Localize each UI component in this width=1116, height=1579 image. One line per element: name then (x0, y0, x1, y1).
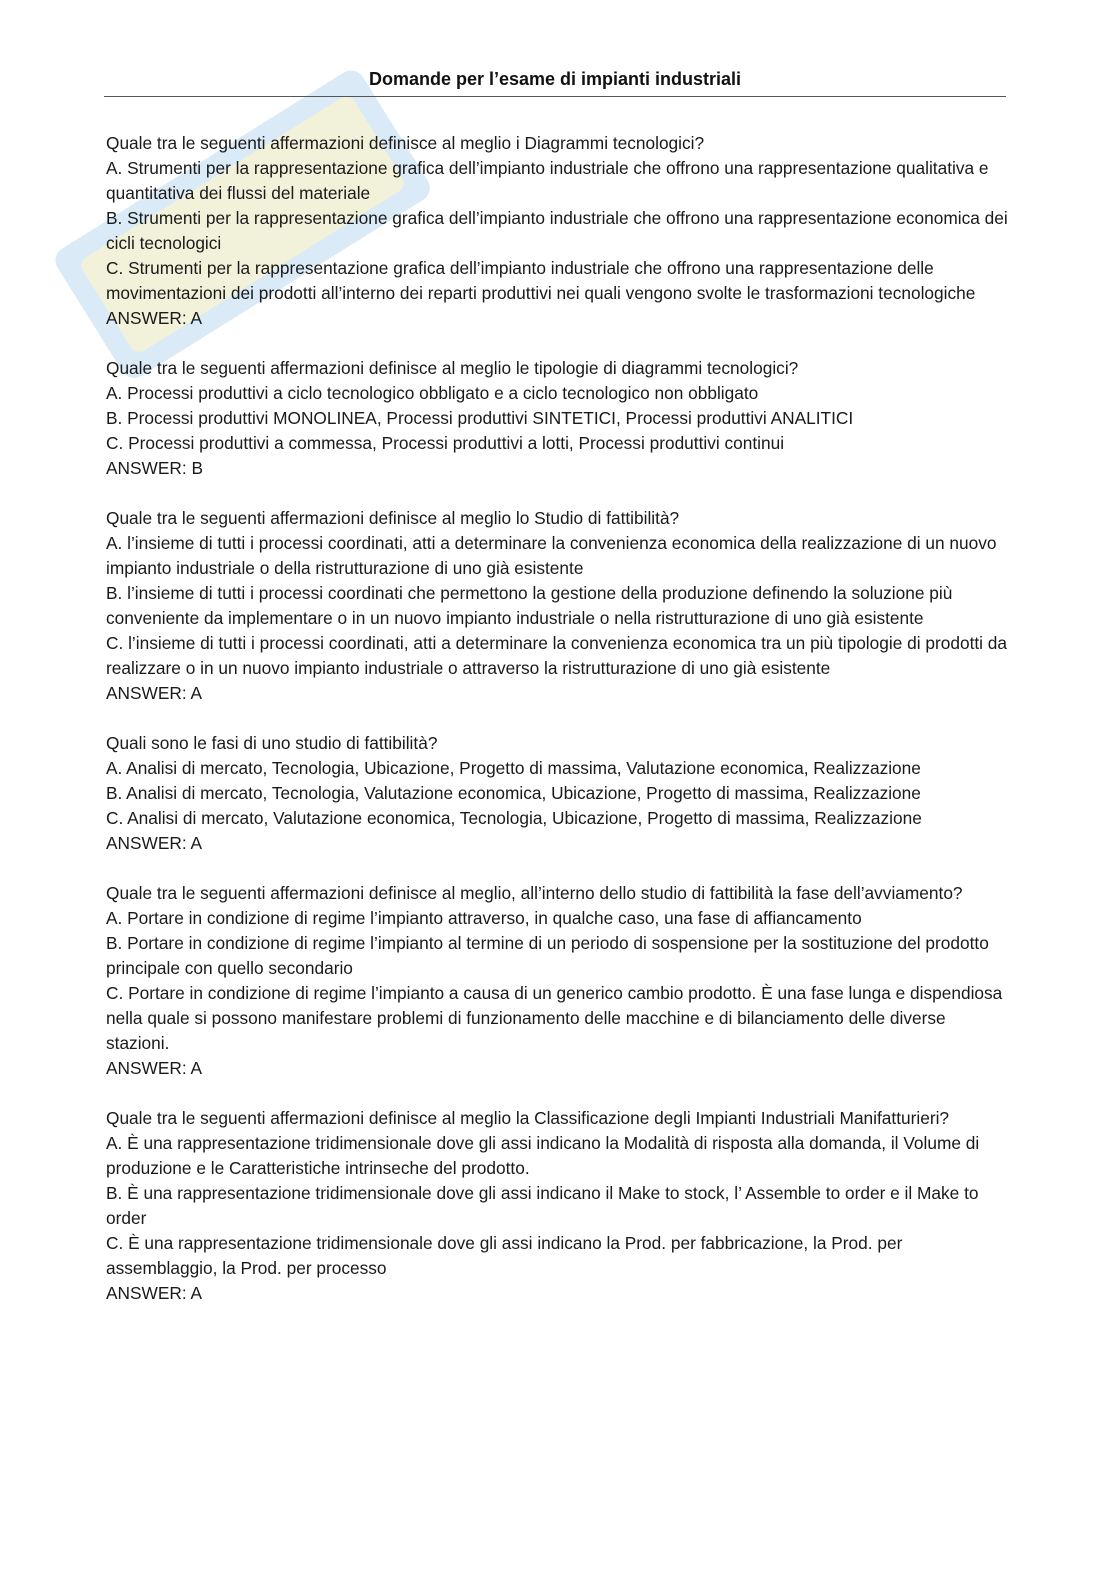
question-block (106, 506, 1011, 706)
option-c: C. Portare in condizione di regime l’impianto a causa di un generico cambio prodotto. È una fase lunga e dispendiosa nella quale si possono manifestare problemi di funzionamento delle macchine e di bilanciamento delle diverse stazioni. (106, 983, 1003, 1053)
answer-text: ANSWER: A (106, 308, 203, 328)
answer-text: ANSWER: A (106, 1283, 203, 1303)
option-a: A. l’insieme di tutti i processi coordinati, atti a determinare la convenienza economica della realizzazione di un nuovo impianto industriale o della ristrutturazione di uno già esistente (106, 533, 997, 578)
option-c: C. È una rappresentazione tridimensionale dove gli assi indicano la Prod. per fabbricazione, la Prod. per assemblaggio, la Prod. per processo (106, 1233, 903, 1278)
page-title: Domande per l’esame di impianti industriali (368, 69, 742, 89)
option-a: A. Strumenti per la rappresentazione grafica dell’impianto industriale che offrono una rappresentazione qualitativa e quantitativa dei flussi del materiale (106, 158, 989, 203)
option-c: C. Processi produttivi a commessa, Processi produttivi a lotti, Processi produttivi continui (106, 433, 785, 453)
question-block (106, 731, 1011, 856)
answer-text: ANSWER: A (106, 833, 203, 853)
question-text: Quale tra le seguenti affermazioni definisce al meglio lo Studio di fattibilità? (106, 508, 680, 528)
option-a: A. È una rappresentazione tridimensionale dove gli assi indicano la Modalità di risposta alla domanda, il Volume di produzione e le Caratteristiche intrinseche del prodotto. (106, 1133, 980, 1178)
page-header (104, 66, 1006, 97)
option-a: A. Portare in condizione di regime l’impianto attraverso, in qualche caso, una fase di affiancamento (106, 908, 862, 928)
answer-text: ANSWER: A (106, 1058, 203, 1078)
answer-text: ANSWER: B (106, 458, 203, 478)
question-block (106, 1106, 1011, 1306)
option-b: B. Analisi di mercato, Tecnologia, Valutazione economica, Ubicazione, Progetto di massima, Realizzazione (106, 783, 921, 803)
option-c: C. Analisi di mercato, Valutazione economica, Tecnologia, Ubicazione, Progetto di massima, Realizzazione (106, 808, 922, 828)
option-b: B. l’insieme di tutti i processi coordinati che permettono la gestione della produzione definendo la soluzione più conveniente da implementare o in un nuovo impianto industriale o nella ristrutturazione di uno già esistente (106, 583, 953, 628)
option-c: C. l’insieme di tutti i processi coordinati, atti a determinare la convenienza economica tra un più tipologie di prodotti da realizzare o in un nuovo impianto industriale o attraverso la ristrutturazione di uno già esistente (106, 633, 1008, 678)
question-block (106, 881, 1011, 1081)
question-text: Quale tra le seguenti affermazioni definisce al meglio le tipologie di diagrammi tecnologici? (106, 358, 799, 378)
questions-list (106, 131, 1011, 1331)
question-block (106, 356, 1011, 481)
question-text: Quali sono le fasi di uno studio di fattibilità? (106, 733, 438, 753)
answer-text: ANSWER: A (106, 683, 203, 703)
question-text: Quale tra le seguenti affermazioni definisce al meglio la Classificazione degli Impianti Industriali Manifatturieri? (106, 1108, 950, 1128)
option-b: B. Portare in condizione di regime l’impianto al termine di un periodo di sospensione per la sostituzione del prodotto principale con quello secondario (106, 933, 989, 978)
option-a: A. Processi produttivi a ciclo tecnologico obbligato e a ciclo tecnologico non obbligato (106, 383, 759, 403)
option-a: A. Analisi di mercato, Tecnologia, Ubicazione, Progetto di massima, Valutazione economica, Realizzazione (106, 758, 921, 778)
question-block (106, 131, 1011, 331)
option-c: C. Strumenti per la rappresentazione grafica dell’impianto industriale che offrono una rappresentazione delle movimentazioni dei prodotti all’interno dei reparti produttivi nei quali vengono svolte le trasformazioni tecnologiche (106, 258, 976, 303)
question-text: Quale tra le seguenti affermazioni definisce al meglio, all’interno dello studio di fattibilità la fase dell’avviamento? (106, 883, 963, 903)
option-b: B. È una rappresentazione tridimensionale dove gli assi indicano il Make to stock, l’ Assemble to order e il Make to order (106, 1183, 979, 1228)
question-text: Quale tra le seguenti affermazioni definisce al meglio i Diagrammi tecnologici? (106, 133, 705, 153)
option-b: B. Processi produttivi MONOLINEA, Processi produttivi SINTETICI, Processi produttivi ANALITICI (106, 408, 854, 428)
option-b: B. Strumenti per la rappresentazione grafica dell’impianto industriale che offrono una rappresentazione economica dei cicli tecnologici (106, 208, 1008, 253)
